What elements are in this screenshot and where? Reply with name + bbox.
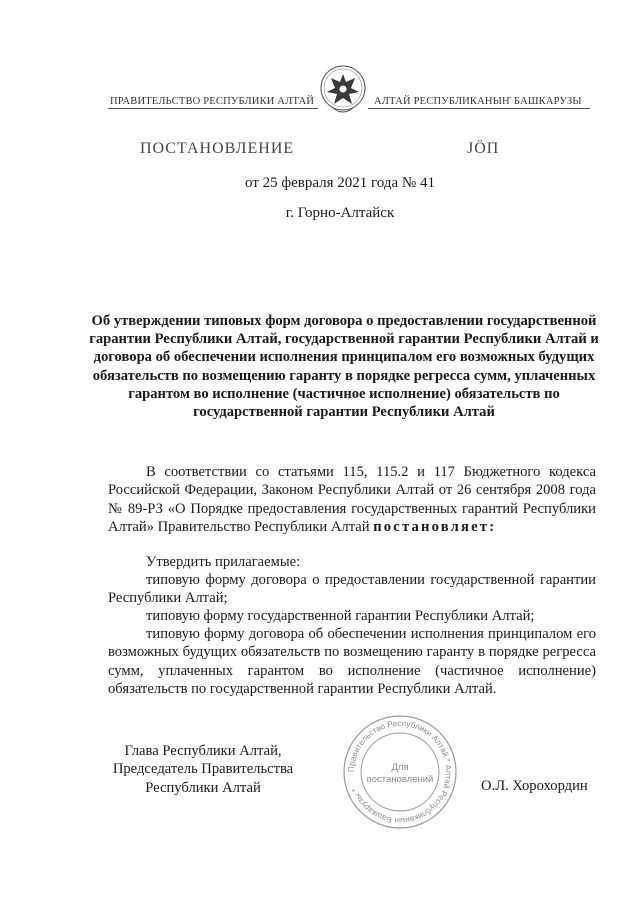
body-paragraph-approve: Утвердить прилагаемые: — [146, 554, 301, 570]
document-title: Об утверждении типовых форм договора о предоставлении государственной гарантии Республики Алтай, государственной гарантии Республики Алтай и договора об обеспечении исполнения принципалом его возможных будущих обязательств по возмещению гаранту в порядке регресса сумм, уплаченных гарантом во исполнение (частичное исполнение) обязательств по государственной гарантии Республики Алтай — [89, 313, 599, 421]
doc-type-russian: ПОСТАНОВЛЕНИЕ — [140, 140, 295, 157]
stamp-ring-text: Правительство Республики Алтай * Алтай Республиканын Башкарузы * — [346, 718, 454, 826]
resolution-keyword: постановляет: — [373, 519, 497, 536]
body-list-item-1: типовую форму договора о предоставлении государственной гарантии Республики Алтай; — [108, 572, 596, 607]
stamp-center-line: Для — [391, 762, 409, 773]
body-paragraph-preamble — [108, 463, 596, 537]
doc-type-altai: ЈÖП — [467, 140, 500, 157]
body-list-item-3: типовую форму договора об обеспечении исполнения принципалом его возможных будущих обязательств по возмещению гаранту в порядке регресса сумм, уплаченных гарантом во исполнение (частичное исполнение) обязательств по государственной гарантии Республики Алтай. — [108, 626, 596, 698]
header-org-altai: АЛТАЙ РЕСПУБЛИКАНЫҤ БАШКАРУЗЫ — [374, 96, 582, 107]
signatory-position-line: Председатель Правительства — [112, 761, 294, 778]
official-stamp — [340, 712, 460, 832]
body-list-item-2: типовую форму государственной гарантии Республики Алтай; — [146, 608, 535, 624]
document-city: г. Горно-Алтайск — [285, 205, 395, 221]
document-date-number: от 25 февраля 2021 года № 41 — [245, 175, 435, 191]
signatory-position-line: Глава Республики Алтай, — [124, 743, 282, 759]
preamble-text: В соответствии со статьями 115, 115.2 и 117 Бюджетного кодекса Российской Федерации, Законом Республики Алтай от 26 сентября 2008 года № 89-РЗ «О Порядке предоставления государственных гарантий Республики Алтай» Правительство Республики Алтай — [108, 464, 596, 536]
header-rule-left — [108, 108, 318, 109]
header-rule-right — [368, 108, 590, 109]
coat-of-arms-emblem — [317, 62, 369, 122]
signatory-position-line: Республики Алтай — [145, 779, 261, 796]
signatory-position — [108, 742, 298, 797]
signatory-name: О.Л. Хорохордин — [481, 778, 588, 794]
header-org-russian: ПРАВИТЕЛЬСТВО РЕСПУБЛИКИ АЛТАЙ — [110, 96, 315, 107]
stamp-center-line: постановлений — [366, 774, 434, 785]
